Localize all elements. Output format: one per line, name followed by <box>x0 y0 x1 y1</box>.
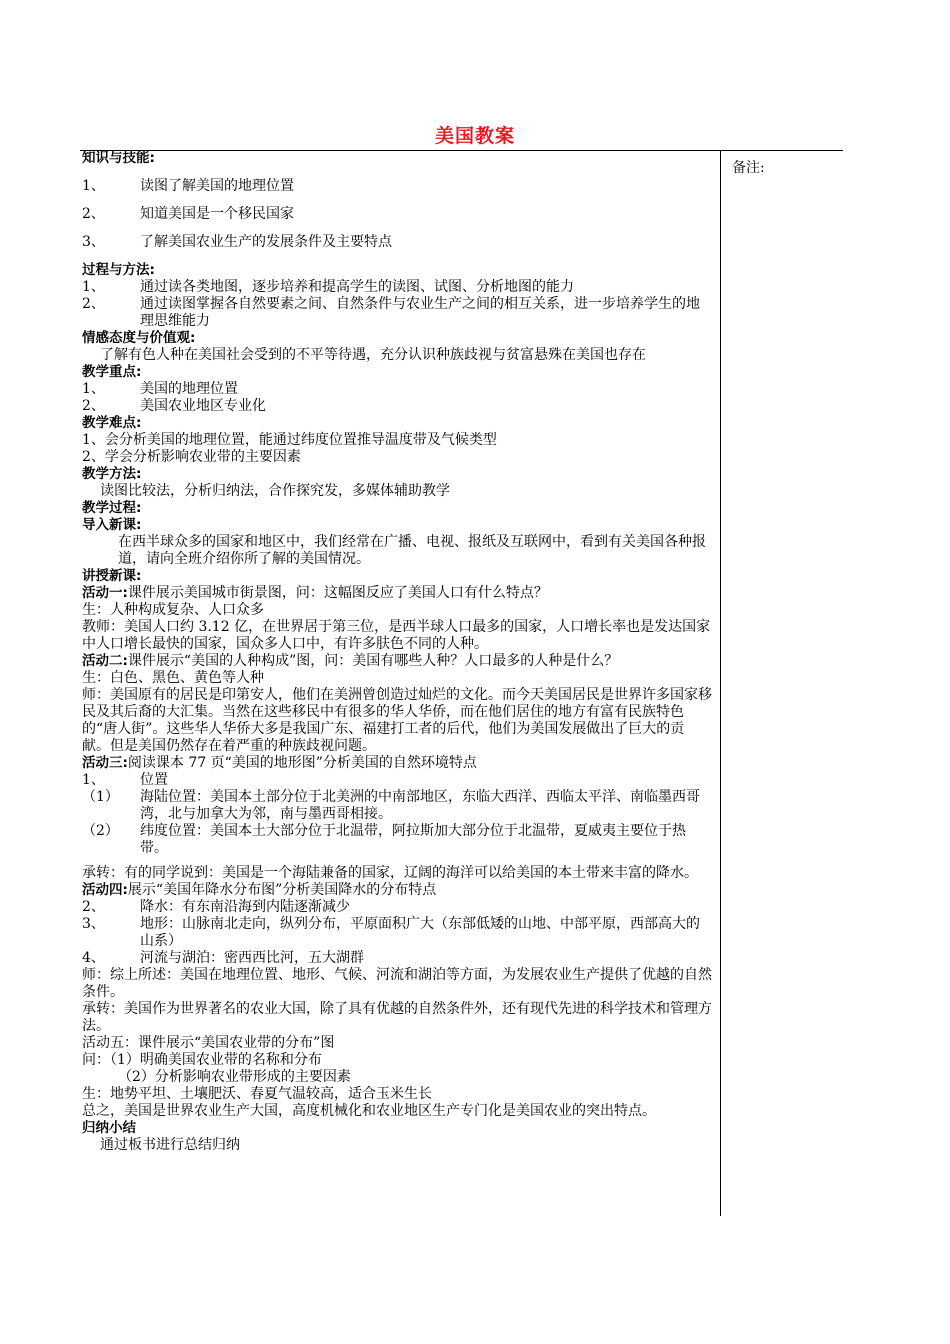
item-number: （2） <box>82 823 119 839</box>
table-column-divider <box>720 150 721 1216</box>
activity-2 <box>82 653 712 670</box>
activity-label: 活动一: <box>82 585 128 601</box>
attitude-heading: 情感态度与价值观: <box>82 330 196 346</box>
methods-heading: 教学方法: <box>82 466 142 482</box>
activity-label: 活动二: <box>82 653 128 669</box>
item-text: 读图了解美国的地理位置 <box>140 178 294 194</box>
new-lesson-heading: 讲授新课: <box>82 568 142 584</box>
summary-heading: 归纳小结 <box>82 1120 136 1136</box>
item-number: 1、 <box>82 772 105 788</box>
item-text: 降水：有东南沿海到内陆逐渐减少 <box>140 899 350 915</box>
item-text: 知道美国是一个移民国家 <box>140 206 294 222</box>
item-text: 地形：山脉南北走向，纵列分布，平原面积广大（东部低矮的山地、中部平原，西部高大的山系） <box>140 916 700 949</box>
item-text: 通过读各类地图，逐步培养和提高学生的读图、试图、分析地图的能力 <box>140 279 574 295</box>
teacher-explanation: 教师：美国人口约 3.12 亿，在世界居于第三位，是西半球人口最多的国家，人口增长率也是发达国家中人口增长最快的国家，国众多人口中，有许多肤色不同的人种。 <box>82 619 711 652</box>
activity-text: 课件展示“美国的人种构成”图，问：美国有哪些人种？人口最多的人种是什么？ <box>127 653 619 669</box>
key-points-heading: 教学重点: <box>82 364 142 380</box>
student-answer: 生：地势平坦、土壤肥沃、春夏气温较高，适合玉米生长 <box>82 1086 432 1102</box>
item-number: 1、 <box>82 279 105 295</box>
notes-label: 备注: <box>732 160 765 176</box>
knowledge-heading: 知识与技能: <box>82 150 155 166</box>
activity-3-item <box>82 789 712 823</box>
item-text: 了解美国农业生产的发展条件及主要特点 <box>140 234 392 250</box>
activity-4 <box>82 882 712 899</box>
key-point-item <box>82 381 712 398</box>
methods-text: 读图比较法，分析归纳法，合作探究发，多媒体辅助教学 <box>100 483 450 499</box>
intro-heading: 导入新课: <box>82 517 142 533</box>
item-text: 河流与湖泊：密西西比河，五大湖群 <box>140 950 364 966</box>
summary-body: 通过板书进行总结归纳 <box>100 1137 240 1153</box>
activity-4-item <box>82 899 712 916</box>
procedure-heading: 教学过程: <box>82 500 142 516</box>
item-text: 美国农业地区专业化 <box>140 398 266 414</box>
activity-label: 活动四: <box>82 882 128 898</box>
item-text: 美国的地理位置 <box>140 381 238 397</box>
activity-3-item <box>82 823 712 857</box>
item-text: 通过读图掌握各自然要素之间、自然条件与农业生产之间的相互关系，进一步培养学生的地理思维能力 <box>140 296 700 329</box>
activity-text: 展示“美国年降水分布图”分析美国降水的分布特点 <box>127 882 437 898</box>
activity-3 <box>82 755 712 772</box>
question-1: 问：（1）明确美国农业带的名称和分布 <box>82 1052 322 1068</box>
item-number: 2、 <box>82 206 105 222</box>
activity-5: 活动五：课件展示“美国农业带的分布”图 <box>82 1035 335 1051</box>
process-heading: 过程与方法: <box>82 262 155 278</box>
activity-label: 活动三: <box>82 755 128 771</box>
item-number: 1、 <box>82 178 105 194</box>
lesson-content <box>82 150 712 1154</box>
transition-text: 承转：有的同学说到：美国是一个海陆兼备的国家，辽阔的海洋可以给美国的本土带来丰富的降水。 <box>82 865 698 881</box>
question-2: （2）分析影响农业带形成的主要因素 <box>118 1069 351 1085</box>
item-number: 4、 <box>82 950 105 966</box>
difficulties-heading: 教学难点: <box>82 415 142 431</box>
process-item <box>82 279 712 296</box>
item-text: 海陆位置：美国本土部分位于北美洲的中南部地区，东临大西洋、西临太平洋、南临墨西哥湾，北与加拿大为邻，南与墨西哥相接。 <box>140 789 700 822</box>
item-number: 1、 <box>82 381 105 397</box>
difficulty-item: 2、学会分析影响农业带的主要因素 <box>82 449 301 465</box>
activity-3-item <box>82 772 712 789</box>
item-number: 3、 <box>82 234 105 250</box>
student-answer: 生：人种构成复杂、人口众多 <box>82 602 264 618</box>
knowledge-item <box>82 178 712 195</box>
activity-1 <box>82 585 712 602</box>
activity-4-item <box>82 950 712 967</box>
key-point-item <box>82 398 712 415</box>
item-number: 2、 <box>82 899 105 915</box>
activity-4-item <box>82 916 712 950</box>
conclusion-text: 总之，美国是世界农业生产大国，高度机械化和农业地区生产专门化是美国农业的突出特点。 <box>82 1103 656 1119</box>
knowledge-item <box>82 234 712 251</box>
process-item <box>82 296 712 330</box>
item-number: 2、 <box>82 398 105 414</box>
attitude-text: 了解有色人种在美国社会受到的不平等待遇，充分认识种族歧视与贫富悬殊在美国也存在 <box>100 347 646 363</box>
activity-text: 阅读课本 77 页“美国的地形图”分析美国的自然环境特点 <box>127 755 477 771</box>
intro-text: 在西半球众多的国家和地区中，我们经常在广播、电视、报纸及互联网中，看到有关美国各种报道，请向全班介绍你所了解的美国情况。 <box>118 534 706 567</box>
page-title: 美国教案 <box>434 125 515 147</box>
item-number: 2、 <box>82 296 105 312</box>
activity-text: 课件展示美国城市街景图，问：这幅图反应了美国人口有什么特点？ <box>127 585 548 601</box>
difficulty-item: 1、会分析美国的地理位置，能通过纬度位置推导温度带及气候类型 <box>82 432 497 448</box>
knowledge-item <box>82 206 712 223</box>
teacher-explanation: 师：美国原有的居民是印第安人，他们在美洲曾创造过灿烂的文化。而今天美国居民是世界许多国家移民及其后裔的大汇集。当然在这些移民中有很多的华人华侨，而在他们居住的地方有富有民族特色的“唐人街”。这些华人华侨大多是我国广东、福建打工者的后代，他们为美国发展做出了巨大的贡献。但是美国仍然存在着严重的种族歧视问题。 <box>82 687 712 754</box>
summary-text: 师：综上所述：美国在地理位置、地形、气候、河流和湖泊等方面，为发展农业生产提供了优越的自然条件。 <box>82 967 712 1000</box>
item-number: （1） <box>82 789 119 805</box>
item-number: 3、 <box>82 916 105 932</box>
item-text: 纬度位置：美国本土大部分位于北温带，阿拉斯加大部分位于北温带，夏威夷主要位于热带。 <box>140 823 686 856</box>
transition-text: 承转：美国作为世界著名的农业大国，除了具有优越的自然条件外，还有现代先进的科学技术和管理方法。 <box>82 1001 712 1034</box>
student-answer: 生：白色、黑色、黄色等人种 <box>82 670 264 686</box>
item-text: 位置 <box>140 772 168 788</box>
